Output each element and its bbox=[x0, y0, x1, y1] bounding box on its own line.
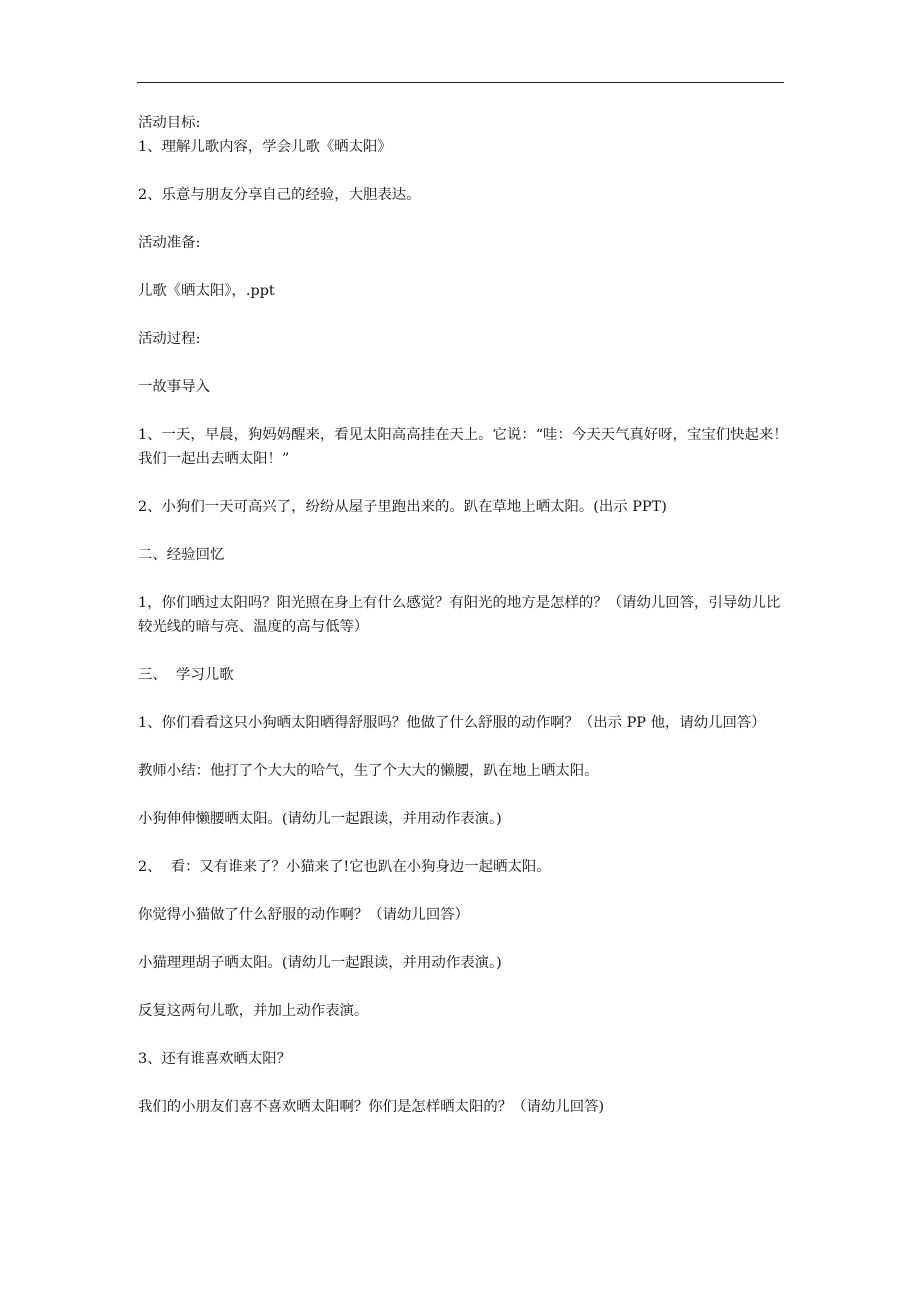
paragraph-story-2: 2、小狗们一天可高兴了，纷纷从屋子里跑出来的。趴在草地上晒太阳。(出示 PPT) bbox=[138, 499, 667, 515]
paragraph-teacher-summary: 教师小结：他打了个大大的哈气，生了个大大的懒腰，趴在地上晒太阳。 bbox=[138, 763, 599, 779]
paragraph-section-3: 三、 学习儿歌 bbox=[138, 667, 234, 683]
paragraph-final-question: 我们的小朋友们喜不喜欢晒太阳啊？你们是怎样晒太阳的？（请幼儿回答) bbox=[138, 1099, 605, 1115]
paragraph-cat-question: 你觉得小猫做了什么舒服的动作啊？（请幼儿回答） bbox=[138, 907, 469, 923]
paragraph-learn-2: 2、 看：又有谁来了？小猫来了!它也趴在小狗身边一起晒太阳。 bbox=[138, 859, 551, 875]
paragraph-goal-2: 2、乐意与朋友分享自己的经验，大胆表达。 bbox=[138, 187, 421, 203]
paragraph-prep-item: 儿歌《晒太阳》，.ppt bbox=[138, 283, 275, 299]
paragraph-section-2: 二、经验回忆 bbox=[138, 547, 225, 563]
paragraph-story-1: 1、一天，早晨，狗妈妈醒来，看见太阳高高挂在天上。它说：“哇：今天天气真好呀，宝宝们快起来！我们一起出去晒太阳！” bbox=[138, 427, 788, 467]
paragraph-goal-1: 1、理解儿歌内容，学会儿歌《晒太阳》 bbox=[138, 139, 392, 155]
paragraph-process-heading: 活动过程: bbox=[138, 331, 201, 347]
paragraph-experience-1: 1，你们晒过太阳吗？阳光照在身上有什么感觉？有阳光的地方是怎样的？（请幼儿回答，引导幼儿比较光线的暗与亮、温度的高与低等） bbox=[138, 595, 781, 635]
paragraph-repeat: 反复这两句儿歌，并加上动作表演。 bbox=[138, 1003, 369, 1019]
paragraph-puppy-line: 小狗伸伸懒腰晒太阳。(请幼儿一起跟读，并用动作表演。) bbox=[138, 811, 502, 827]
paragraph-learn-3: 3、还有谁喜欢晒太阳？ bbox=[138, 1051, 292, 1067]
paragraph-learn-1: 1、你们看看这只小狗晒太阳晒得舒服吗？他做了什么舒服的动作啊？（出示 PP 他，请幼儿回答） bbox=[138, 715, 766, 731]
paragraph-goals-heading: 活动目标: bbox=[138, 115, 201, 131]
document-body bbox=[138, 111, 788, 1119]
header-rule bbox=[137, 82, 784, 83]
paragraph-prep-heading: 活动准备: bbox=[138, 235, 201, 251]
paragraph-cat-line: 小猫理理胡子晒太阳。(请幼儿一起跟读，并用动作表演。) bbox=[138, 955, 502, 971]
paragraph-section-1: 一故事导入 bbox=[138, 379, 210, 395]
